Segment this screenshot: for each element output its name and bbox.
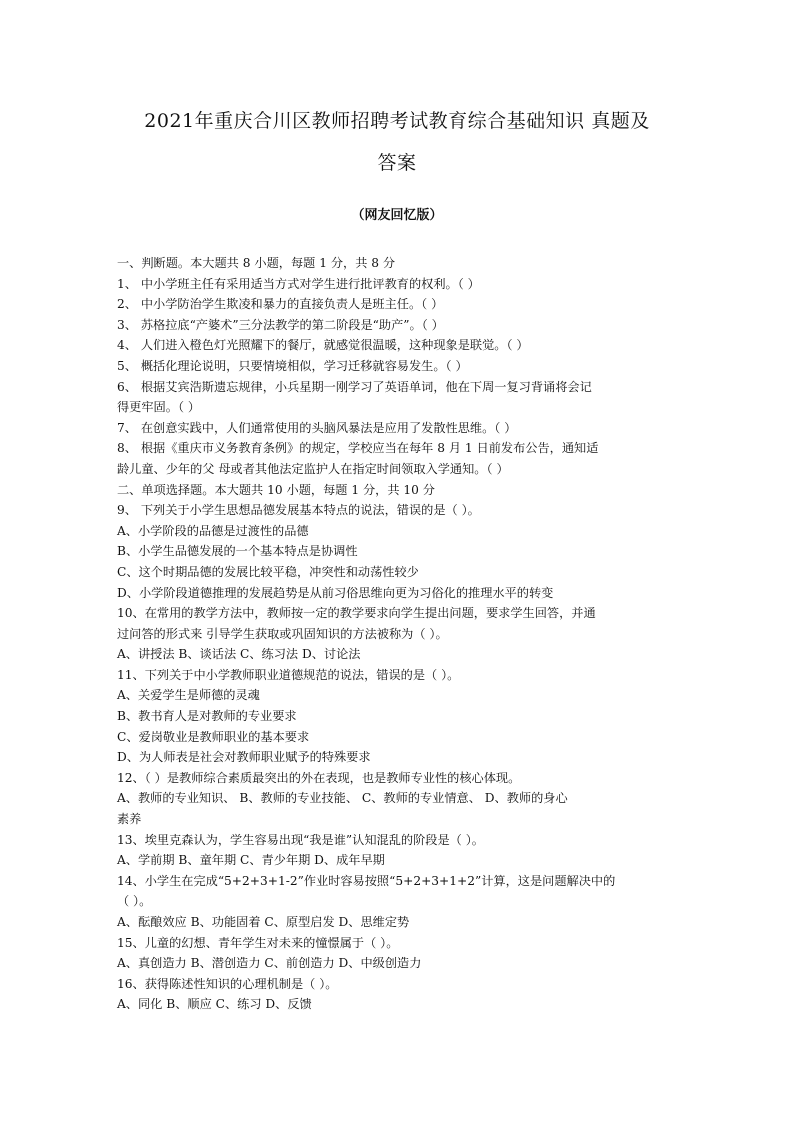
question-11-option-b: B、教书育人是对教师的专业要求 xyxy=(117,709,297,724)
question-15-options: A、真创造力 B、潜创造力 C、前创造力 D、中级创造力 xyxy=(117,956,422,971)
question-12: 12、（ ）是教师综合素质最突出的外在表现，也是教师专业性的核心体现。 xyxy=(117,770,521,785)
question-14-options: A、酝酿效应 B、功能固着 C、原型启发 D、思维定势 xyxy=(117,915,410,929)
document-title-line-1: 2021年重庆合川区教师招聘考试教育综合基础知识 真题及 xyxy=(144,110,650,132)
document-title-line-2: 答案 xyxy=(377,152,417,174)
question-11-option-d: D、为人师表是社会对教师职业赋予的特殊要求 xyxy=(117,750,371,765)
question-15: 15、儿童的幻想、青年学生对未来的憧憬属于（ ）。 xyxy=(117,935,399,950)
question-13-options: A、学前期 B、童年期 C、青少年期 D、成年早期 xyxy=(117,853,385,868)
section-heading-single-choice: 二、单项选择题。本大题共 10 小题，每题 1 分，共 10 分 xyxy=(117,482,435,497)
document-body xyxy=(117,253,677,1015)
question-10-line-2: 过问答的形式来 引导学生获取或巩固知识的方法被称为（ ）。 xyxy=(117,626,448,641)
question-16: 16、获得陈述性知识的心理机制是（ ）。 xyxy=(117,976,338,991)
section-heading-true-false: 一、判断题。本大题共 8 小题，每题 1 分，共 8 分 xyxy=(117,256,396,270)
question-8-line-2: 龄儿童、少年的父 母或者其他法定监护人在指定时间领取入学通知。（ ） xyxy=(117,461,509,476)
question-12-options-line-2: 素养 xyxy=(117,812,142,827)
question-12-options-line-1: A、教师的专业知识、 B、教师的专业技能、 C、教师的专业情意、 D、教师的身心 xyxy=(117,791,568,806)
question-6-line-2: 得更牢固。（ ） xyxy=(117,400,201,415)
question-3: 3、 苏格拉底“产婆术”三分法教学的第二阶段是“助产”。（ ） xyxy=(117,317,444,332)
question-9-option-b: B、小学生品德发展的一个基本特点是协调性 xyxy=(117,544,358,559)
document-subtitle: （网友回忆版） xyxy=(351,208,443,223)
question-13: 13、埃里克森认为，学生容易出现“我是谁”认知混乱的阶段是（ ）。 xyxy=(117,832,484,847)
question-2: 2、 中小学防治学生欺凌和暴力的直接负责人是班主任。（ ） xyxy=(117,297,444,312)
question-14-line-1: 14、小学生在完成“5+2+3+1-2”作业时容易按照“5+2+3+1+2”计算，这是问题解决中的 xyxy=(117,873,616,888)
question-8-line-1: 8、 根据《重庆市义务教育条例》的规定，学校应当在每年 8 月 1 日前发布公告，通知适 xyxy=(117,441,599,456)
question-14-line-2: （ ）。 xyxy=(117,894,152,909)
question-11-option-c: C、爱岗敬业是教师职业的基本要求 xyxy=(117,729,310,744)
question-16-options: A、同化 B、顺应 C、练习 D、反馈 xyxy=(117,997,312,1012)
question-9: 9、 下列关于小学生思想品德发展基本特点的说法，错误的是（ ）。 xyxy=(117,503,480,518)
question-10-options: A、讲授法 B、谈话法 C、练习法 D、讨论法 xyxy=(117,647,361,662)
question-6-line-1: 6、 根据艾宾浩斯遗忘规律，小兵星期一刚学习了英语单词，他在下周一复习背诵将会记 xyxy=(117,379,592,394)
question-5: 5、 概括化理论说明，只要情境相似，学习迁移就容易发生。（ ） xyxy=(117,358,468,373)
question-9-option-a: A、小学阶段的品德是过渡性的品德 xyxy=(117,523,309,538)
question-9-option-d: D、小学阶段道德推理的发展趋势是从前习俗思维向更为习俗化的推理水平的转变 xyxy=(117,585,554,600)
question-1: 1、 中小学班主任有采用适当方式对学生进行批评教育的权利。（ ） xyxy=(117,276,480,291)
question-11: 11、下列关于中小学教师职业道德规范的说法，错误的是（ ）。 xyxy=(117,667,460,682)
question-7: 7、 在创意实践中，人们通常使用的头脑风暴法是应用了发散性思维。（ ） xyxy=(117,420,517,435)
question-9-option-c: C、这个时期品德的发展比较平稳，冲突性和动荡性较少 xyxy=(117,564,419,579)
question-10-line-1: 10、在常用的教学方法中，教师按一定的教学要求向学生提出问题，要求学生回答，并通 xyxy=(117,606,596,621)
question-11-option-a: A、关爱学生是师德的灵魂 xyxy=(117,688,260,703)
question-4: 4、 人们进入橙色灯光照耀下的餐厅，就感觉很温暖，这种现象是联觉。（ ） xyxy=(117,338,529,353)
